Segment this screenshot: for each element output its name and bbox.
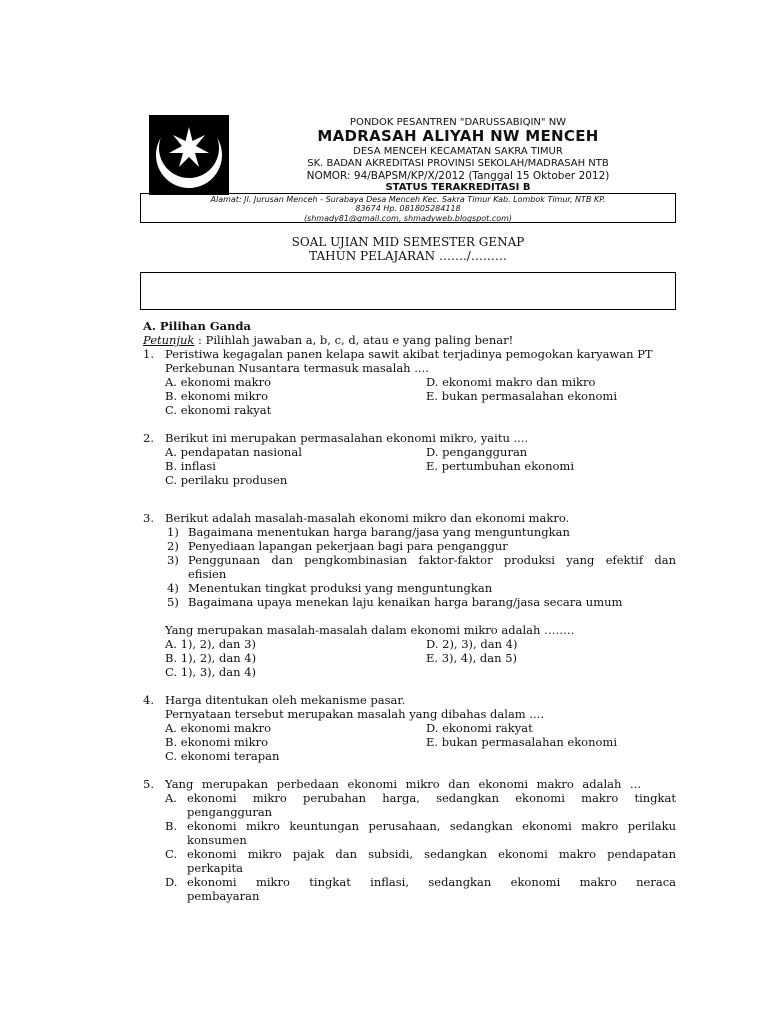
statement-number: 5) (167, 595, 179, 609)
option-a: A. pendapatan nasional (165, 445, 302, 459)
address-line-3: (shmady81@gmail.com, shmadyweb.blogspot.com) (303, 213, 513, 223)
option-d: D. pengangguran (426, 445, 528, 459)
statement-text: Bagaimana upaya menekan laju kenaikan harga barang/jasa secara umum (188, 595, 623, 609)
option-letter: C. (165, 847, 178, 861)
option-text: pengangguran (187, 805, 273, 819)
question-text: Yang merupakan masalah-masalah dalam ekonomi mikro adalah …….. (165, 623, 575, 637)
option-d: D. 2), 3), dan 4) (426, 637, 518, 651)
statement-number: 1) (167, 525, 179, 539)
exam-year: TAHUN PELAJARAN ……./……… (309, 249, 507, 263)
instructions (143, 333, 513, 347)
statement-text: Penyediaan lapangan pekerjaan bagi para penganggur (188, 539, 508, 553)
instructions-label: Petunjuk (143, 333, 195, 347)
option-b: B. 1), 2), dan 4) (165, 651, 257, 665)
option-d: D. ekonomi makro dan mikro (426, 375, 596, 389)
student-info-box (140, 272, 676, 310)
statement-text: Bagaimana menentukan harga barang/jasa yang menguntungkan (188, 525, 570, 539)
statement-text: Penggunaan dan pengkombinasian faktor-faktor produksi yang efektif dan (188, 553, 676, 567)
statement-number: 4) (167, 581, 179, 595)
option-e: E. bukan permasalahan ekonomi (426, 389, 618, 403)
option-text: konsumen (187, 833, 247, 847)
question-text: Berikut adalah masalah-masalah ekonomi mikro dan ekonomi makro. (165, 511, 570, 525)
option-text: perkapita (187, 861, 244, 875)
option-c: C. ekonomi rakyat (165, 403, 272, 417)
crescent-star-icon (149, 115, 229, 195)
option-a: A. ekonomi makro (165, 721, 272, 735)
statement-text: Menentukan tingkat produksi yang menguntungkan (188, 581, 493, 595)
option-c: C. ekonomi terapan (165, 749, 280, 763)
header-accreditation-body: SK. BADAN AKREDITASI PROVINSI SEKOLAH/MADRASAH NTB (307, 158, 609, 169)
option-d: D. ekonomi rakyat (426, 721, 533, 735)
statement-text: efisien (188, 567, 227, 581)
header-village: DESA MENCEH KECAMATAN SAKRA TIMUR (353, 146, 563, 157)
option-text: ekonomi mikro perubahan harga, sedangkan ekonomi makro tingkat (187, 791, 676, 805)
question-number: 2. (143, 431, 154, 445)
question-text: Perkebunan Nusantara termasuk masalah .... (165, 361, 429, 375)
header-decree-number: NOMOR: 94/BAPSM/KP/X/2012 (Tanggal 15 Oktober 2012) (306, 170, 610, 182)
address-line-2: 83674 Hp. 081805284118 (355, 204, 461, 214)
instructions-text: : Pilihlah jawaban a, b, c, d, atau e yang paling benar! (194, 333, 514, 347)
address-box (140, 193, 676, 223)
option-letter: B. (165, 819, 178, 833)
question-number: 1. (143, 347, 154, 361)
header-status: STATUS TERAKREDITASI B (385, 182, 531, 193)
option-e: E. bukan permasalahan ekonomi (426, 735, 618, 749)
exam-title: SOAL UJIAN MID SEMESTER GENAP (291, 235, 525, 249)
question-text: Pernyataan tersebut merupakan masalah yang dibahas dalam .... (165, 707, 544, 721)
statement-number: 2) (167, 539, 179, 553)
option-text: ekonomi mikro tingkat inflasi, sedangkan ekonomi makro neraca (187, 875, 676, 889)
option-text: ekonomi mikro pajak dan subsidi, sedangkan ekonomi makro pendapatan (187, 847, 676, 861)
option-e: E. 3), 4), dan 5) (426, 651, 518, 665)
school-logo (149, 115, 229, 195)
question-text: Berikut ini merupakan permasalahan ekonomi mikro, yaitu .... (165, 431, 529, 445)
question-number: 5. (143, 777, 154, 791)
option-a: A. 1), 2), dan 3) (165, 637, 256, 651)
option-letter: D. (165, 875, 178, 889)
option-letter: A. (165, 791, 177, 805)
option-text: ekonomi mikro keuntungan perusahaan, sedangkan ekonomi makro perilaku (187, 819, 676, 833)
option-b: B. ekonomi mikro (165, 735, 269, 749)
question-number: 4. (143, 693, 154, 707)
question-text: Harga ditentukan oleh mekanisme pasar. (165, 693, 406, 707)
section-title: A. Pilihan Ganda (143, 319, 251, 333)
question-text: Peristiwa kegagalan panen kelapa sawit akibat terjadinya pemogokan karyawan PT (165, 347, 653, 361)
option-c: C. 1), 3), dan 4) (165, 665, 257, 679)
option-b: B. ekonomi mikro (165, 389, 269, 403)
option-a: A. ekonomi makro (165, 375, 272, 389)
option-e: E. pertumbuhan ekonomi (426, 459, 575, 473)
question-text: Yang merupakan perbedaan ekonomi mikro dan ekonomi makro adalah ... (165, 777, 641, 791)
address-line-1: Alamat: Jl. Jurusan Menceh - Surabaya Desa Menceh Kec. Sakra Timur Kab. Lombok Timur, NTB KP. (210, 195, 606, 204)
option-text: pembayaran (187, 889, 260, 903)
option-b: B. inflasi (165, 459, 216, 473)
statement-number: 3) (167, 553, 179, 567)
header-school-name: MADRASAH ALIYAH NW MENCEH (317, 127, 599, 145)
question-number: 3. (143, 511, 154, 525)
header-foundation: PONDOK PESANTREN "DARUSSABIQIN" NW (349, 117, 567, 128)
option-c: C. perilaku produsen (165, 473, 288, 487)
